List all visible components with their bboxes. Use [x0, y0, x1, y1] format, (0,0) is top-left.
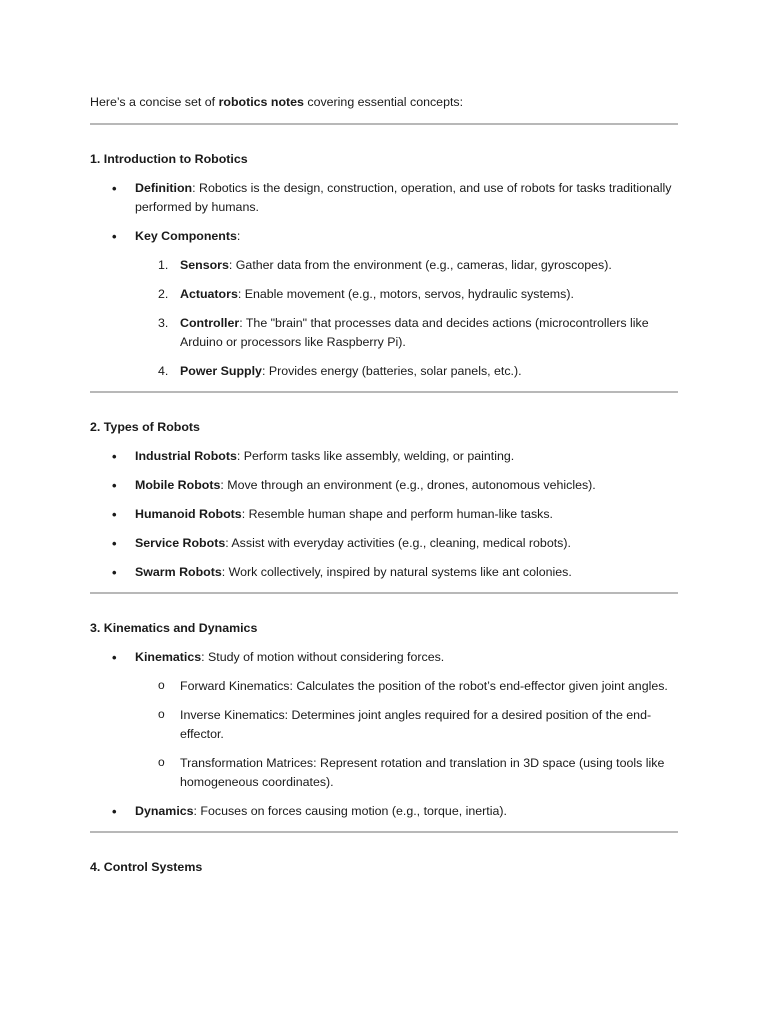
term: Humanoid Robots — [135, 507, 242, 521]
list-item — [90, 648, 678, 792]
bullet-list — [90, 179, 678, 381]
circle-marker: o — [158, 707, 165, 721]
item-text: Inverse Kinematics: Determines joint angles required for a desired position of the end-effector. — [180, 708, 652, 741]
term: Actuators — [180, 287, 238, 301]
item-text: : Perform tasks like assembly, welding, or painting. — [236, 449, 515, 463]
item-text: : Gather data from the environment (e.g., cameras, lidar, gyroscopes). — [228, 258, 612, 272]
intro-suffix: covering essential concepts: — [303, 95, 464, 109]
item-text: : The "brain" that processes data and decides actions (microcontrollers like Arduino or processors like Raspberry Pi). — [180, 316, 649, 349]
list-item — [90, 179, 678, 217]
term: Service Robots — [135, 536, 226, 550]
list-item — [90, 802, 678, 821]
divider — [90, 123, 678, 125]
list-item — [135, 754, 678, 792]
item-text: Transformation Matrices: Represent rotation and translation in 3D space (using tools like homogeneous coordinates). — [180, 756, 665, 789]
list-item — [135, 314, 678, 352]
list-item — [90, 505, 678, 524]
list-item — [90, 227, 678, 381]
intro-bold: robotics notes — [218, 95, 304, 109]
term: Dynamics — [135, 804, 194, 818]
item-text: : Assist with everyday activities (e.g., cleaning, medical robots). — [225, 536, 571, 550]
term: Swarm Robots — [135, 565, 222, 579]
item-text: : Resemble human shape and perform human-like tasks. — [241, 507, 553, 521]
bullet-list — [90, 447, 678, 582]
list-number: 4. — [158, 364, 169, 378]
list-number: 2. — [158, 287, 169, 301]
term: Industrial Robots — [135, 449, 237, 463]
term: Power Supply — [180, 364, 262, 378]
circle-marker: o — [158, 755, 165, 769]
term: Mobile Robots — [135, 478, 221, 492]
divider — [90, 391, 678, 393]
divider — [90, 592, 678, 594]
sub-bullet-list — [135, 677, 678, 792]
section-heading: 4. Control Systems — [90, 860, 203, 874]
item-text: Forward Kinematics: Calculates the position of the robot’s end-effector given joint angles. — [180, 679, 668, 693]
item-text: : Robotics is the design, construction, operation, and use of robots for tasks traditionally performed by humans. — [135, 181, 672, 214]
item-text: : Provides energy (batteries, solar panels, etc.). — [261, 364, 522, 378]
list-number: 3. — [158, 316, 169, 330]
term: Kinematics — [135, 650, 202, 664]
numbered-list — [135, 256, 678, 381]
intro-paragraph — [90, 93, 678, 112]
list-item — [90, 476, 678, 495]
item-text: : Move through an environment (e.g., drones, autonomous vehicles). — [220, 478, 596, 492]
list-item — [90, 534, 678, 553]
list-item — [135, 285, 678, 304]
divider — [90, 831, 678, 833]
item-text: : Enable movement (e.g., motors, servos, hydraulic systems). — [237, 287, 574, 301]
item-text: : Study of motion without considering forces. — [201, 650, 445, 664]
term: Sensors — [180, 258, 229, 272]
list-item — [135, 677, 678, 696]
document-page — [90, 93, 678, 877]
section-heading: 1. Introduction to Robotics — [90, 152, 248, 166]
item-text: : Focuses on forces causing motion (e.g., torque, inertia). — [193, 804, 507, 818]
term: Key Components — [135, 229, 237, 243]
bullet-list — [90, 648, 678, 821]
circle-marker: o — [158, 678, 165, 692]
list-item — [135, 256, 678, 275]
intro-prefix: Here’s a concise set of — [90, 95, 219, 109]
section-heading: 2. Types of Robots — [90, 420, 200, 434]
section-heading: 3. Kinematics and Dynamics — [90, 621, 258, 635]
list-number: 1. — [158, 258, 169, 272]
list-item — [90, 447, 678, 466]
list-item — [135, 706, 678, 744]
list-item — [135, 362, 678, 381]
item-text: : — [236, 229, 241, 243]
term: Controller — [180, 316, 240, 330]
item-text: : Work collectively, inspired by natural systems like ant colonies. — [221, 565, 572, 579]
term: Definition — [135, 181, 193, 195]
list-item — [90, 563, 678, 582]
